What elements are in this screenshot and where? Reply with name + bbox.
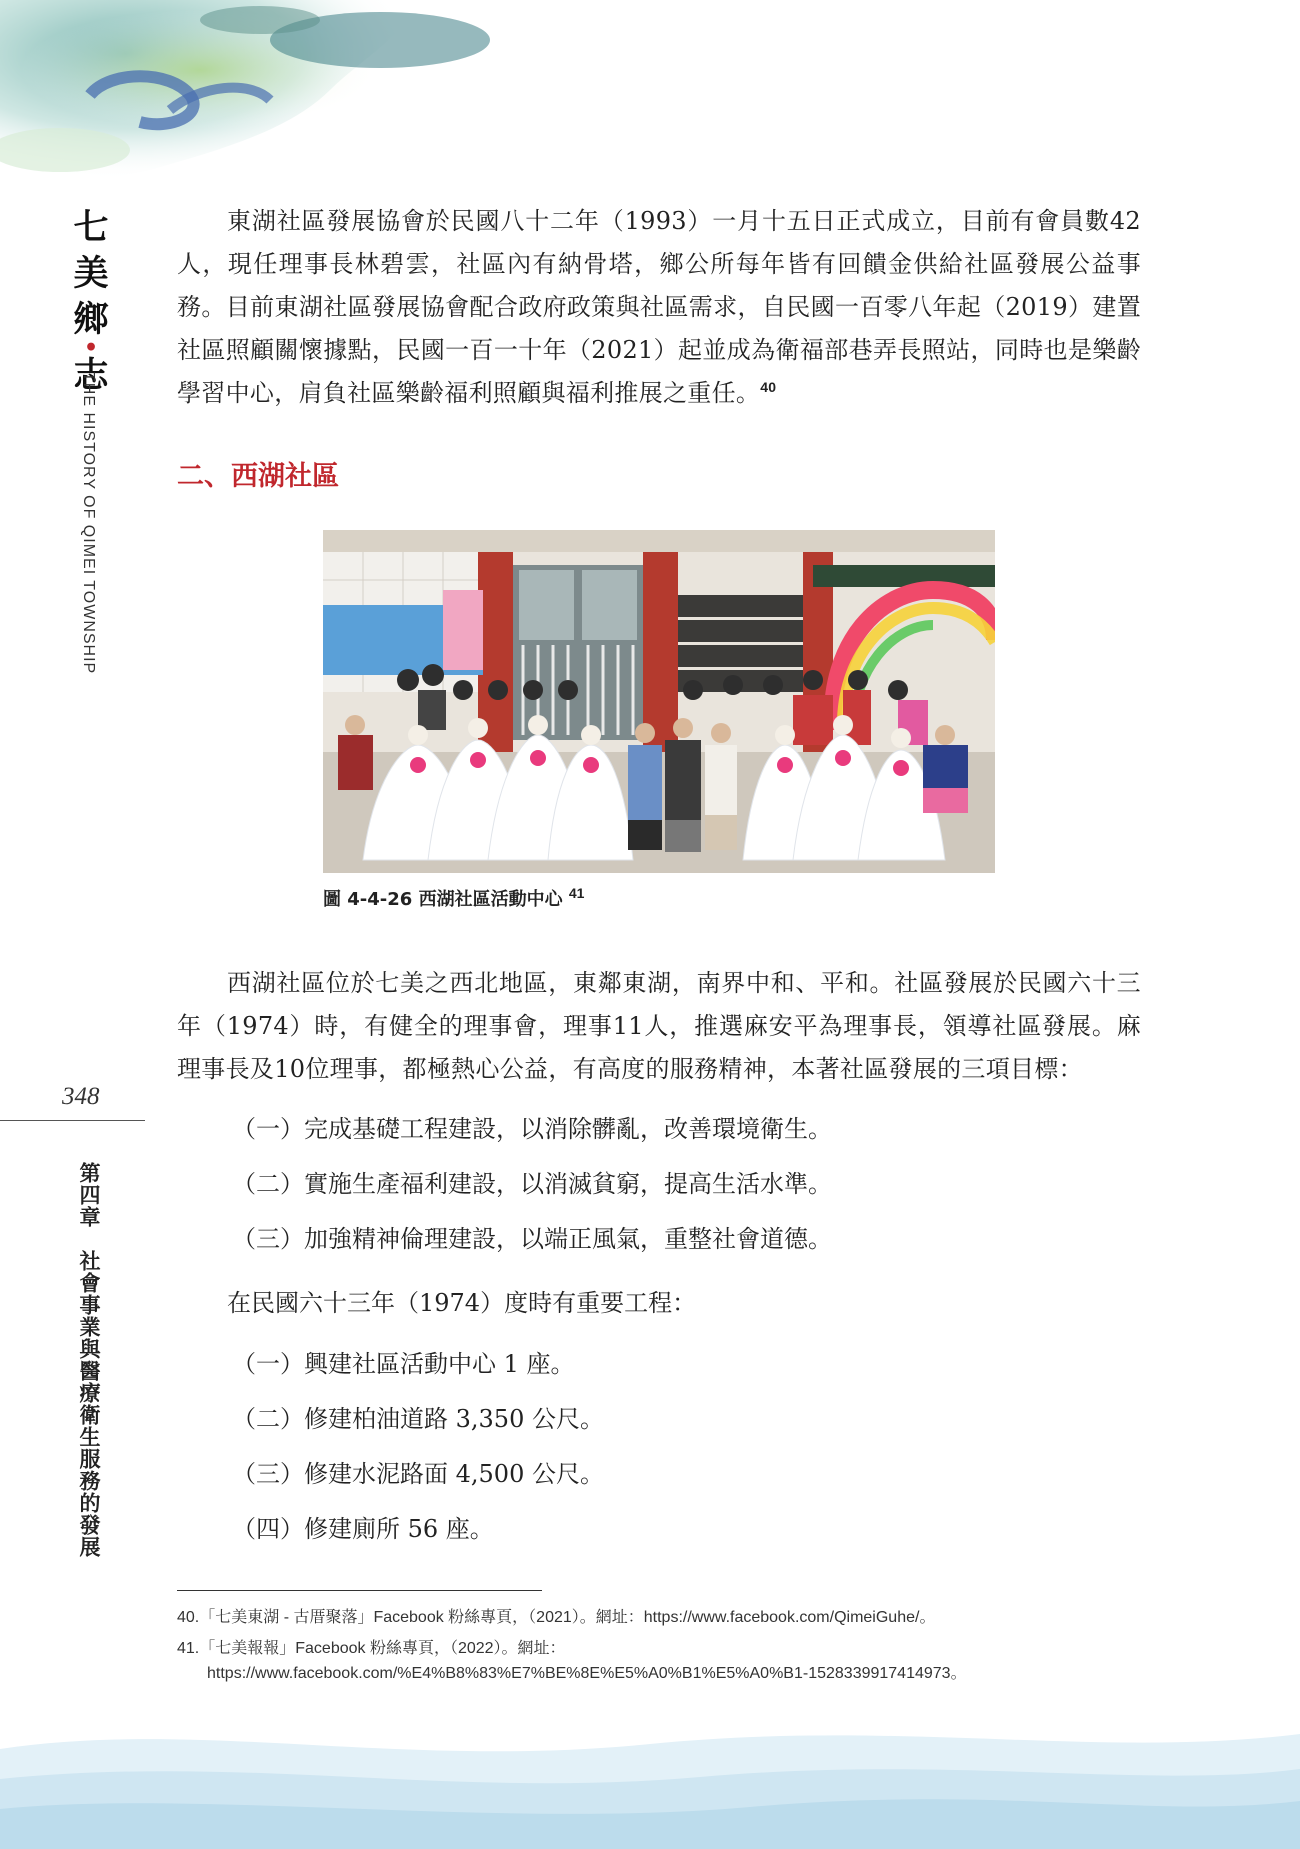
section-heading: 二、西湖社區 [177, 461, 339, 492]
watercolor-header-decoration [0, 0, 560, 190]
paragraph-xihu-community [177, 962, 1141, 1091]
book-subtitle: THE HISTORY OF QIMEI TOWNSHIP [80, 372, 97, 675]
list-item: （二）修建柏油道路 3,350 公尺。 [232, 1405, 604, 1433]
figure-caption [323, 885, 584, 911]
projects-list [232, 1337, 1132, 1557]
paragraph-dongh-community [177, 200, 1141, 415]
footnote-divider [177, 1590, 542, 1591]
list-item: （三）加強精神倫理建設，以端正風氣，重整社會道德。 [232, 1225, 832, 1253]
footnote-ref[interactable]: 41 [568, 885, 585, 901]
footnote-ref[interactable]: 40 [760, 379, 777, 395]
wave-footer-decoration [0, 1689, 1300, 1849]
caption-text: 圖 4-4-26 西湖社區活動中心 [323, 889, 563, 910]
list-item: （一）完成基礎工程建設，以消除髒亂，改善環境衛生。 [232, 1115, 832, 1143]
sidebar-divider [0, 1120, 145, 1121]
book-title-vertical [68, 205, 114, 399]
page-number: 348 [62, 1083, 100, 1110]
paragraph-text: 西湖社區位於七美之西北地區，東鄰東湖，南界中和、平和。社區發展於民國六十三年（1974）時，有健全的理事會，理事11人，推選麻安平為理事長，領導社區發展。麻理事長及10位理事，都極熱心公益，有高度的服務精神，本著社區發展的三項目標： [177, 969, 1141, 1083]
chapter-title: 第四章 社會事業與醫療衛生服務的發展 [77, 1162, 101, 1558]
footnote: 41.「七美報報」Facebook 粉絲專頁，（2022）。網址：https://www.facebook.com/%E4%B8%83%E7%BE%8E%E5%A0%B1%E5%A0%B1-1528339917414973。 [177, 1640, 967, 1682]
list-item: （四）修建廁所 56 座。 [232, 1515, 494, 1543]
book-title-char: 美 [73, 253, 109, 294]
photo-xihu-activity-center [323, 530, 995, 873]
paragraph-text: 東湖社區發展協會於民國八十二年（1993）一月十五日正式成立，目前有會員數42人，現任理事長林碧雲，社區內有納骨塔，鄉公所每年皆有回饋金供給社區發展公益事務。目前東湖社區發展協會配合政府政策與社區需求，自民國一百零八年起（2019）建置社區照顧關懷據點，民國一百一十年（2021）起並成為衛福部巷弄長照站，同時也是樂齡學習中心，肩負社區樂齡福利照顧與福利推展之重任。 [177, 207, 1141, 407]
community-goals-list [232, 1102, 1132, 1267]
list-item: （二）實施生產福利建設，以消滅貧窮，提高生活水準。 [232, 1170, 832, 1198]
list-item: （三）修建水泥路面 4,500 公尺。 [232, 1460, 604, 1488]
list-item: （一）興建社區活動中心 1 座。 [232, 1350, 575, 1378]
book-title-char: 七 [73, 207, 109, 248]
book-title-char: 志 [73, 355, 109, 396]
red-dot-icon: • [83, 335, 99, 361]
projects-intro: 在民國六十三年（1974）度時有重要工程： [227, 1289, 697, 1317]
footnote: 40.「七美東湖 - 古厝聚落」Facebook 粉絲專頁，（2021）。網址：https://www.facebook.com/QimeiGuhe/。 [177, 1609, 936, 1626]
book-title-char: 鄉 [73, 299, 109, 340]
footnotes [177, 1605, 1141, 1692]
